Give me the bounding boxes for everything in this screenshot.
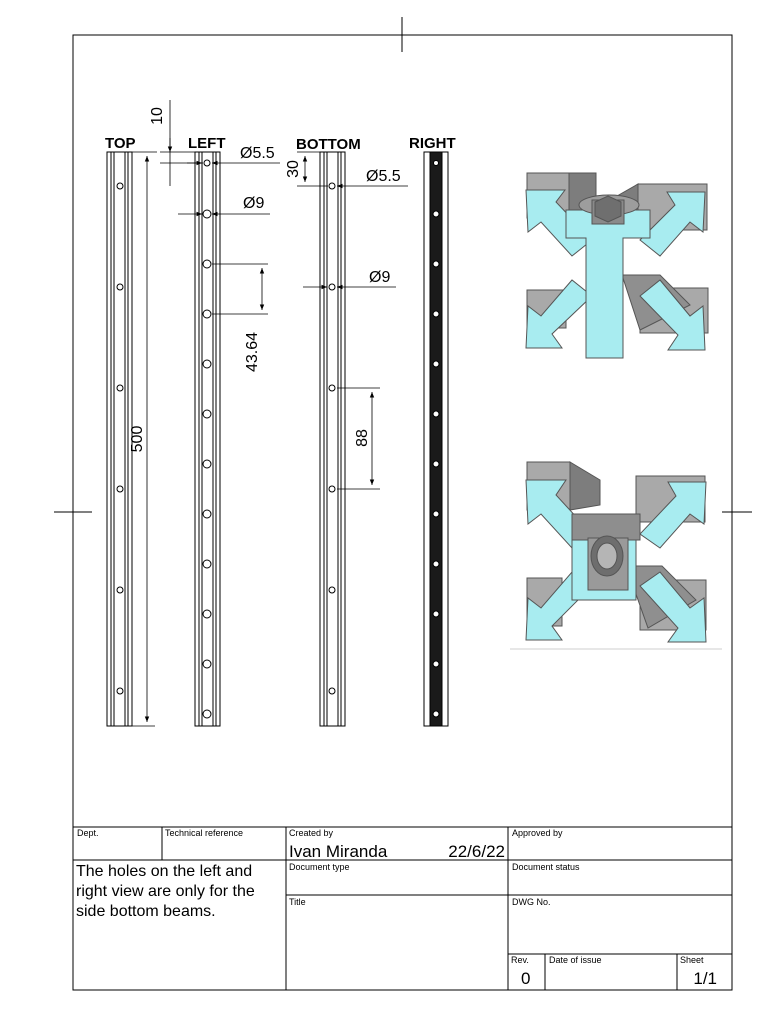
profile-render-bottom	[510, 462, 722, 649]
created-by-label: Created by	[289, 828, 334, 838]
dimension-left-small-hole: Ø5.5	[240, 145, 275, 162]
dimension-left-large-hole: Ø9	[243, 195, 265, 212]
dimension-bottom-spacing: 88	[354, 429, 371, 447]
dimension-length: 500	[129, 425, 146, 453]
created-date-value: 22/6/22	[448, 842, 505, 861]
left-view	[160, 100, 280, 726]
bottom-view-holes	[329, 183, 335, 694]
view-label-left: LEFT	[188, 135, 226, 152]
dimension-end-offset: 10	[149, 107, 166, 125]
bottom-view	[297, 152, 408, 726]
approved-by-label: Approved by	[512, 828, 563, 838]
date-of-issue-label: Date of issue	[549, 955, 602, 965]
dimension-bottom-small-hole: Ø5.5	[366, 168, 401, 185]
drawing-border	[73, 35, 732, 990]
dwg-no-label: DWG No.	[512, 897, 551, 907]
dimension-bottom-offset: 30	[285, 160, 302, 178]
title-block-text	[76, 828, 717, 988]
document-status-label: Document status	[512, 862, 580, 872]
sheet-value: 1/1	[693, 969, 717, 988]
dimension-left-spacing: 43.64	[244, 331, 261, 373]
profile-render-top	[526, 173, 708, 358]
top-view-holes	[117, 183, 123, 694]
left-view-holes	[203, 160, 211, 718]
tech-ref-label: Technical reference	[165, 828, 244, 838]
dimension-bottom-large-hole: Ø9	[369, 269, 391, 286]
document-type-label: Document type	[289, 862, 350, 872]
view-label-top: TOP	[105, 135, 136, 152]
created-by-value: Ivan Miranda	[289, 842, 388, 861]
title-label: Title	[289, 897, 306, 907]
view-label-bottom: BOTTOM	[296, 136, 361, 153]
view-label-right: RIGHT	[409, 135, 456, 152]
rev-label: Rev.	[511, 955, 529, 965]
rev-value: 0	[521, 969, 531, 988]
centering-marks	[54, 17, 752, 512]
right-view	[424, 152, 448, 726]
title-block-note: The holes on the left and right view are only for the side bottom beams.	[76, 863, 255, 920]
sheet-label: Sheet	[680, 955, 704, 965]
view-labels	[105, 135, 456, 153]
dept-label: Dept.	[77, 828, 99, 838]
